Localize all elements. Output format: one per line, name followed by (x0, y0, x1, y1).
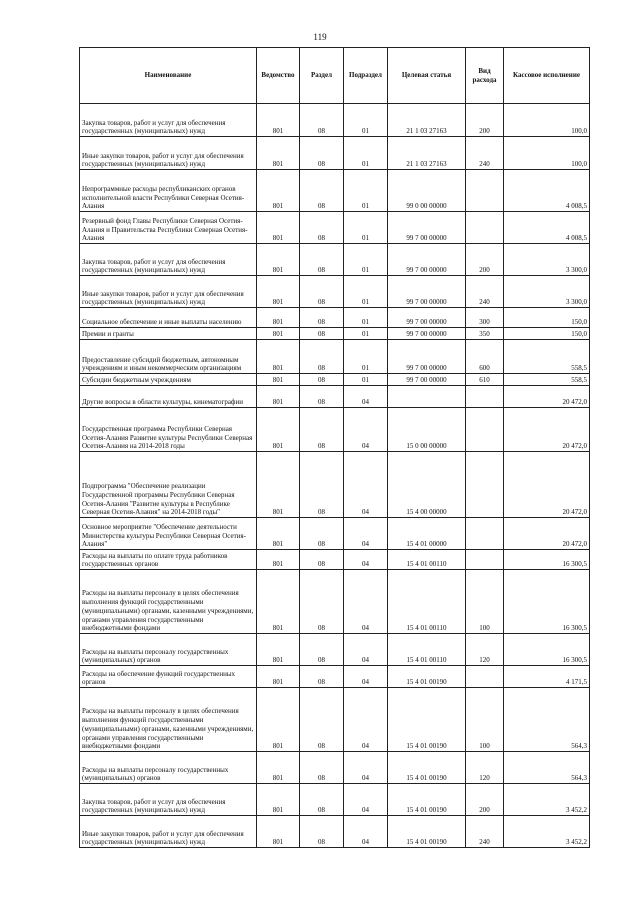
row-name: Премии и гранты (80, 328, 257, 340)
row-target-article: 15 4 01 00190 (388, 752, 466, 784)
table-row (80, 104, 590, 137)
row-name: Расходы на выплаты персоналу в целях обеспечения выполнения функций государственными (муниципальными) органами, казенными учреждениями, органами управления государственными внебюджетными фондами (80, 570, 257, 634)
row-department: 801 (257, 634, 300, 666)
table-row (80, 518, 590, 550)
table-row (80, 666, 590, 688)
row-target-article (388, 386, 466, 408)
row-department: 801 (257, 276, 300, 308)
row-department: 801 (257, 550, 300, 570)
table-row (80, 386, 590, 408)
row-section: 08 (300, 340, 344, 374)
row-department: 801 (257, 784, 300, 816)
row-subsection: 04 (344, 452, 388, 518)
row-target-article: 99 0 00 00000 (388, 170, 466, 212)
row-target-article: 21 1 03 27163 (388, 104, 466, 137)
row-expense-type (466, 386, 504, 408)
row-expense-type: 240 (466, 137, 504, 170)
row-department: 801 (257, 570, 300, 634)
row-amount: 564,3 (504, 752, 590, 784)
row-amount: 4 008,5 (504, 170, 590, 212)
row-subsection: 01 (344, 328, 388, 340)
row-amount: 564,3 (504, 688, 590, 752)
header-cash-execution: Кассовое исполнение (504, 48, 590, 104)
row-name: Расходы на выплаты по оплате труда работников государственных органов (80, 550, 257, 570)
row-expense-type (466, 212, 504, 244)
row-section: 08 (300, 244, 344, 276)
row-name: Расходы на обеспечение функций государственных органов (80, 666, 257, 688)
row-department: 801 (257, 244, 300, 276)
budget-table (79, 47, 590, 848)
row-department: 801 (257, 170, 300, 212)
row-amount: 3 300,0 (504, 244, 590, 276)
table-row (80, 570, 590, 634)
row-amount: 100,0 (504, 137, 590, 170)
row-expense-type: 100 (466, 570, 504, 634)
row-subsection: 04 (344, 784, 388, 816)
table-row (80, 244, 590, 276)
row-name: Иные закупки товаров, работ и услуг для обеспечения государственных (муниципальных) нужд (80, 276, 257, 308)
table-row (80, 688, 590, 752)
row-section: 08 (300, 518, 344, 550)
row-section: 08 (300, 104, 344, 137)
row-amount: 100,0 (504, 104, 590, 137)
table-row (80, 374, 590, 386)
row-amount: 20 472,0 (504, 408, 590, 452)
row-expense-type: 200 (466, 784, 504, 816)
row-expense-type: 350 (466, 328, 504, 340)
row-department: 801 (257, 104, 300, 137)
row-section: 08 (300, 634, 344, 666)
page-number: 119 (313, 32, 327, 42)
table-row (80, 170, 590, 212)
row-target-article: 99 7 00 00000 (388, 340, 466, 374)
row-department: 801 (257, 137, 300, 170)
row-amount: 150,0 (504, 308, 590, 328)
table-row (80, 340, 590, 374)
row-name: Закупка товаров, работ и услуг для обеспечения государственных (муниципальных) нужд (80, 104, 257, 137)
table-row (80, 784, 590, 816)
row-department: 801 (257, 518, 300, 550)
row-name: Предоставление субсидий бюджетным, автономным учреждениям и иным некоммерческим организациям (80, 340, 257, 374)
row-expense-type (466, 408, 504, 452)
row-subsection: 01 (344, 137, 388, 170)
row-department: 801 (257, 408, 300, 452)
row-expense-type: 200 (466, 104, 504, 137)
row-expense-type: 120 (466, 752, 504, 784)
table-row (80, 276, 590, 308)
row-target-article: 99 7 00 00000 (388, 212, 466, 244)
row-subsection: 04 (344, 550, 388, 570)
row-subsection: 04 (344, 518, 388, 550)
row-name: Расходы на выплаты персоналу в целях обеспечения выполнения функций государственными (муниципальными) органами, казенными учреждениями, органами управления государственными внебюджетными фондами (80, 688, 257, 752)
table-row (80, 452, 590, 518)
row-target-article: 15 4 01 00000 (388, 518, 466, 550)
row-expense-type: 600 (466, 340, 504, 374)
row-section: 08 (300, 752, 344, 784)
row-department: 801 (257, 752, 300, 784)
row-department: 801 (257, 340, 300, 374)
row-section: 08 (300, 212, 344, 244)
row-subsection: 01 (344, 244, 388, 276)
row-section: 08 (300, 170, 344, 212)
row-department: 801 (257, 688, 300, 752)
row-department: 801 (257, 816, 300, 848)
row-amount: 3 300,0 (504, 276, 590, 308)
row-expense-type (466, 666, 504, 688)
row-target-article: 15 4 01 00190 (388, 666, 466, 688)
row-target-article: 99 7 00 00000 (388, 276, 466, 308)
row-expense-type: 200 (466, 244, 504, 276)
row-expense-type (466, 518, 504, 550)
header-department: Ведомство (257, 48, 300, 104)
table-row (80, 752, 590, 784)
row-subsection: 04 (344, 688, 388, 752)
table-row (80, 137, 590, 170)
row-target-article: 99 7 00 00000 (388, 374, 466, 386)
row-amount: 4 171,5 (504, 666, 590, 688)
row-section: 08 (300, 308, 344, 328)
row-section: 08 (300, 452, 344, 518)
header-expense-type: Вид расхода (466, 48, 504, 104)
row-target-article: 99 7 00 00000 (388, 328, 466, 340)
row-subsection: 01 (344, 340, 388, 374)
row-target-article: 21 1 03 27163 (388, 137, 466, 170)
row-name: Непрограммные расходы республиканских органов исполнительной власти Республики Северная Осетия-Алания (80, 170, 257, 212)
row-amount: 20 472,0 (504, 452, 590, 518)
row-target-article: 99 7 00 00000 (388, 308, 466, 328)
row-name: Государственная программа Республики Северная Осетия-Алания Развитие культуры Республики Северная Осетия-Алания на 2014-2018 годы (80, 408, 257, 452)
row-target-article: 15 4 01 00190 (388, 816, 466, 848)
row-amount: 16 300,5 (504, 570, 590, 634)
table-row (80, 408, 590, 452)
row-expense-type (466, 452, 504, 518)
row-department: 801 (257, 212, 300, 244)
row-expense-type: 120 (466, 634, 504, 666)
row-subsection: 04 (344, 634, 388, 666)
header-target-article: Целевая статья (388, 48, 466, 104)
row-department: 801 (257, 452, 300, 518)
row-section: 08 (300, 570, 344, 634)
row-section: 08 (300, 374, 344, 386)
row-section: 08 (300, 408, 344, 452)
row-name: Подпрограмма "Обеспечение реализации Государственной программы Республики Северная Осетия-Алания "Развитие культуры в Республике Северная Осетия-Алания" на 2014-2018 годы" (80, 452, 257, 518)
row-amount: 558,5 (504, 340, 590, 374)
row-subsection: 01 (344, 276, 388, 308)
table-row (80, 634, 590, 666)
row-subsection: 04 (344, 816, 388, 848)
row-section: 08 (300, 816, 344, 848)
row-amount: 558,5 (504, 374, 590, 386)
row-name: Расходы на выплаты персоналу государственных (муниципальных) органов (80, 752, 257, 784)
row-expense-type (466, 550, 504, 570)
row-target-article: 15 0 00 00000 (388, 408, 466, 452)
row-target-article: 15 4 01 00110 (388, 550, 466, 570)
row-department: 801 (257, 308, 300, 328)
row-department: 801 (257, 328, 300, 340)
row-section: 08 (300, 386, 344, 408)
row-expense-type: 610 (466, 374, 504, 386)
row-amount: 3 452,2 (504, 816, 590, 848)
row-subsection: 04 (344, 386, 388, 408)
row-section: 08 (300, 328, 344, 340)
row-amount: 16 300,5 (504, 550, 590, 570)
row-department: 801 (257, 666, 300, 688)
row-name: Закупка товаров, работ и услуг для обеспечения государственных (муниципальных) нужд (80, 784, 257, 816)
row-subsection: 01 (344, 308, 388, 328)
row-amount: 20 472,0 (504, 386, 590, 408)
row-subsection: 01 (344, 104, 388, 137)
row-section: 08 (300, 276, 344, 308)
row-name: Социальное обеспечение и иные выплаты населению (80, 308, 257, 328)
row-amount: 20 472,0 (504, 518, 590, 550)
table-row (80, 308, 590, 328)
row-name: Иные закупки товаров, работ и услуг для обеспечения государственных (муниципальных) нужд (80, 816, 257, 848)
header-name: Наименование (80, 48, 257, 104)
row-target-article: 15 4 01 00110 (388, 634, 466, 666)
row-section: 08 (300, 688, 344, 752)
row-subsection: 01 (344, 374, 388, 386)
row-subsection: 01 (344, 212, 388, 244)
row-name: Субсидии бюджетным учреждениям (80, 374, 257, 386)
row-amount: 4 008,5 (504, 212, 590, 244)
row-section: 08 (300, 666, 344, 688)
header-subsection: Подраздел (344, 48, 388, 104)
row-target-article: 15 4 01 00190 (388, 784, 466, 816)
row-amount: 16 300,5 (504, 634, 590, 666)
row-subsection: 04 (344, 570, 388, 634)
row-subsection: 04 (344, 752, 388, 784)
row-target-article: 15 4 00 00000 (388, 452, 466, 518)
row-target-article: 15 4 01 00110 (388, 570, 466, 634)
row-section: 08 (300, 550, 344, 570)
row-target-article: 99 7 00 00000 (388, 244, 466, 276)
row-expense-type: 300 (466, 308, 504, 328)
row-expense-type: 240 (466, 816, 504, 848)
row-name: Закупка товаров, работ и услуг для обеспечения государственных (муниципальных) нужд (80, 244, 257, 276)
row-department: 801 (257, 374, 300, 386)
row-expense-type (466, 170, 504, 212)
row-target-article: 15 4 01 00190 (388, 688, 466, 752)
row-name: Иные закупки товаров, работ и услуг для обеспечения государственных (муниципальных) нужд (80, 137, 257, 170)
row-subsection: 04 (344, 666, 388, 688)
row-expense-type: 100 (466, 688, 504, 752)
table-row (80, 328, 590, 340)
row-name: Резервный фонд Главы Республики Северная Осетия-Алания и Правительства Республики Северная Осетия-Алания (80, 212, 257, 244)
row-section: 08 (300, 784, 344, 816)
row-amount: 150,0 (504, 328, 590, 340)
row-subsection: 04 (344, 408, 388, 452)
row-name: Основное мероприятие "Обеспечение деятельности Министерства культуры Республики Северная Осетия-Алания" (80, 518, 257, 550)
row-department: 801 (257, 386, 300, 408)
table-header-row (80, 48, 590, 104)
table-row (80, 816, 590, 848)
row-section: 08 (300, 137, 344, 170)
table-row (80, 212, 590, 244)
row-amount: 3 452,2 (504, 784, 590, 816)
row-subsection: 01 (344, 170, 388, 212)
row-name: Другие вопросы в области культуры, кинематографии (80, 386, 257, 408)
header-section: Раздел (300, 48, 344, 104)
row-name: Расходы на выплаты персоналу государственных (муниципальных) органов (80, 634, 257, 666)
row-expense-type: 240 (466, 276, 504, 308)
table-row (80, 550, 590, 570)
